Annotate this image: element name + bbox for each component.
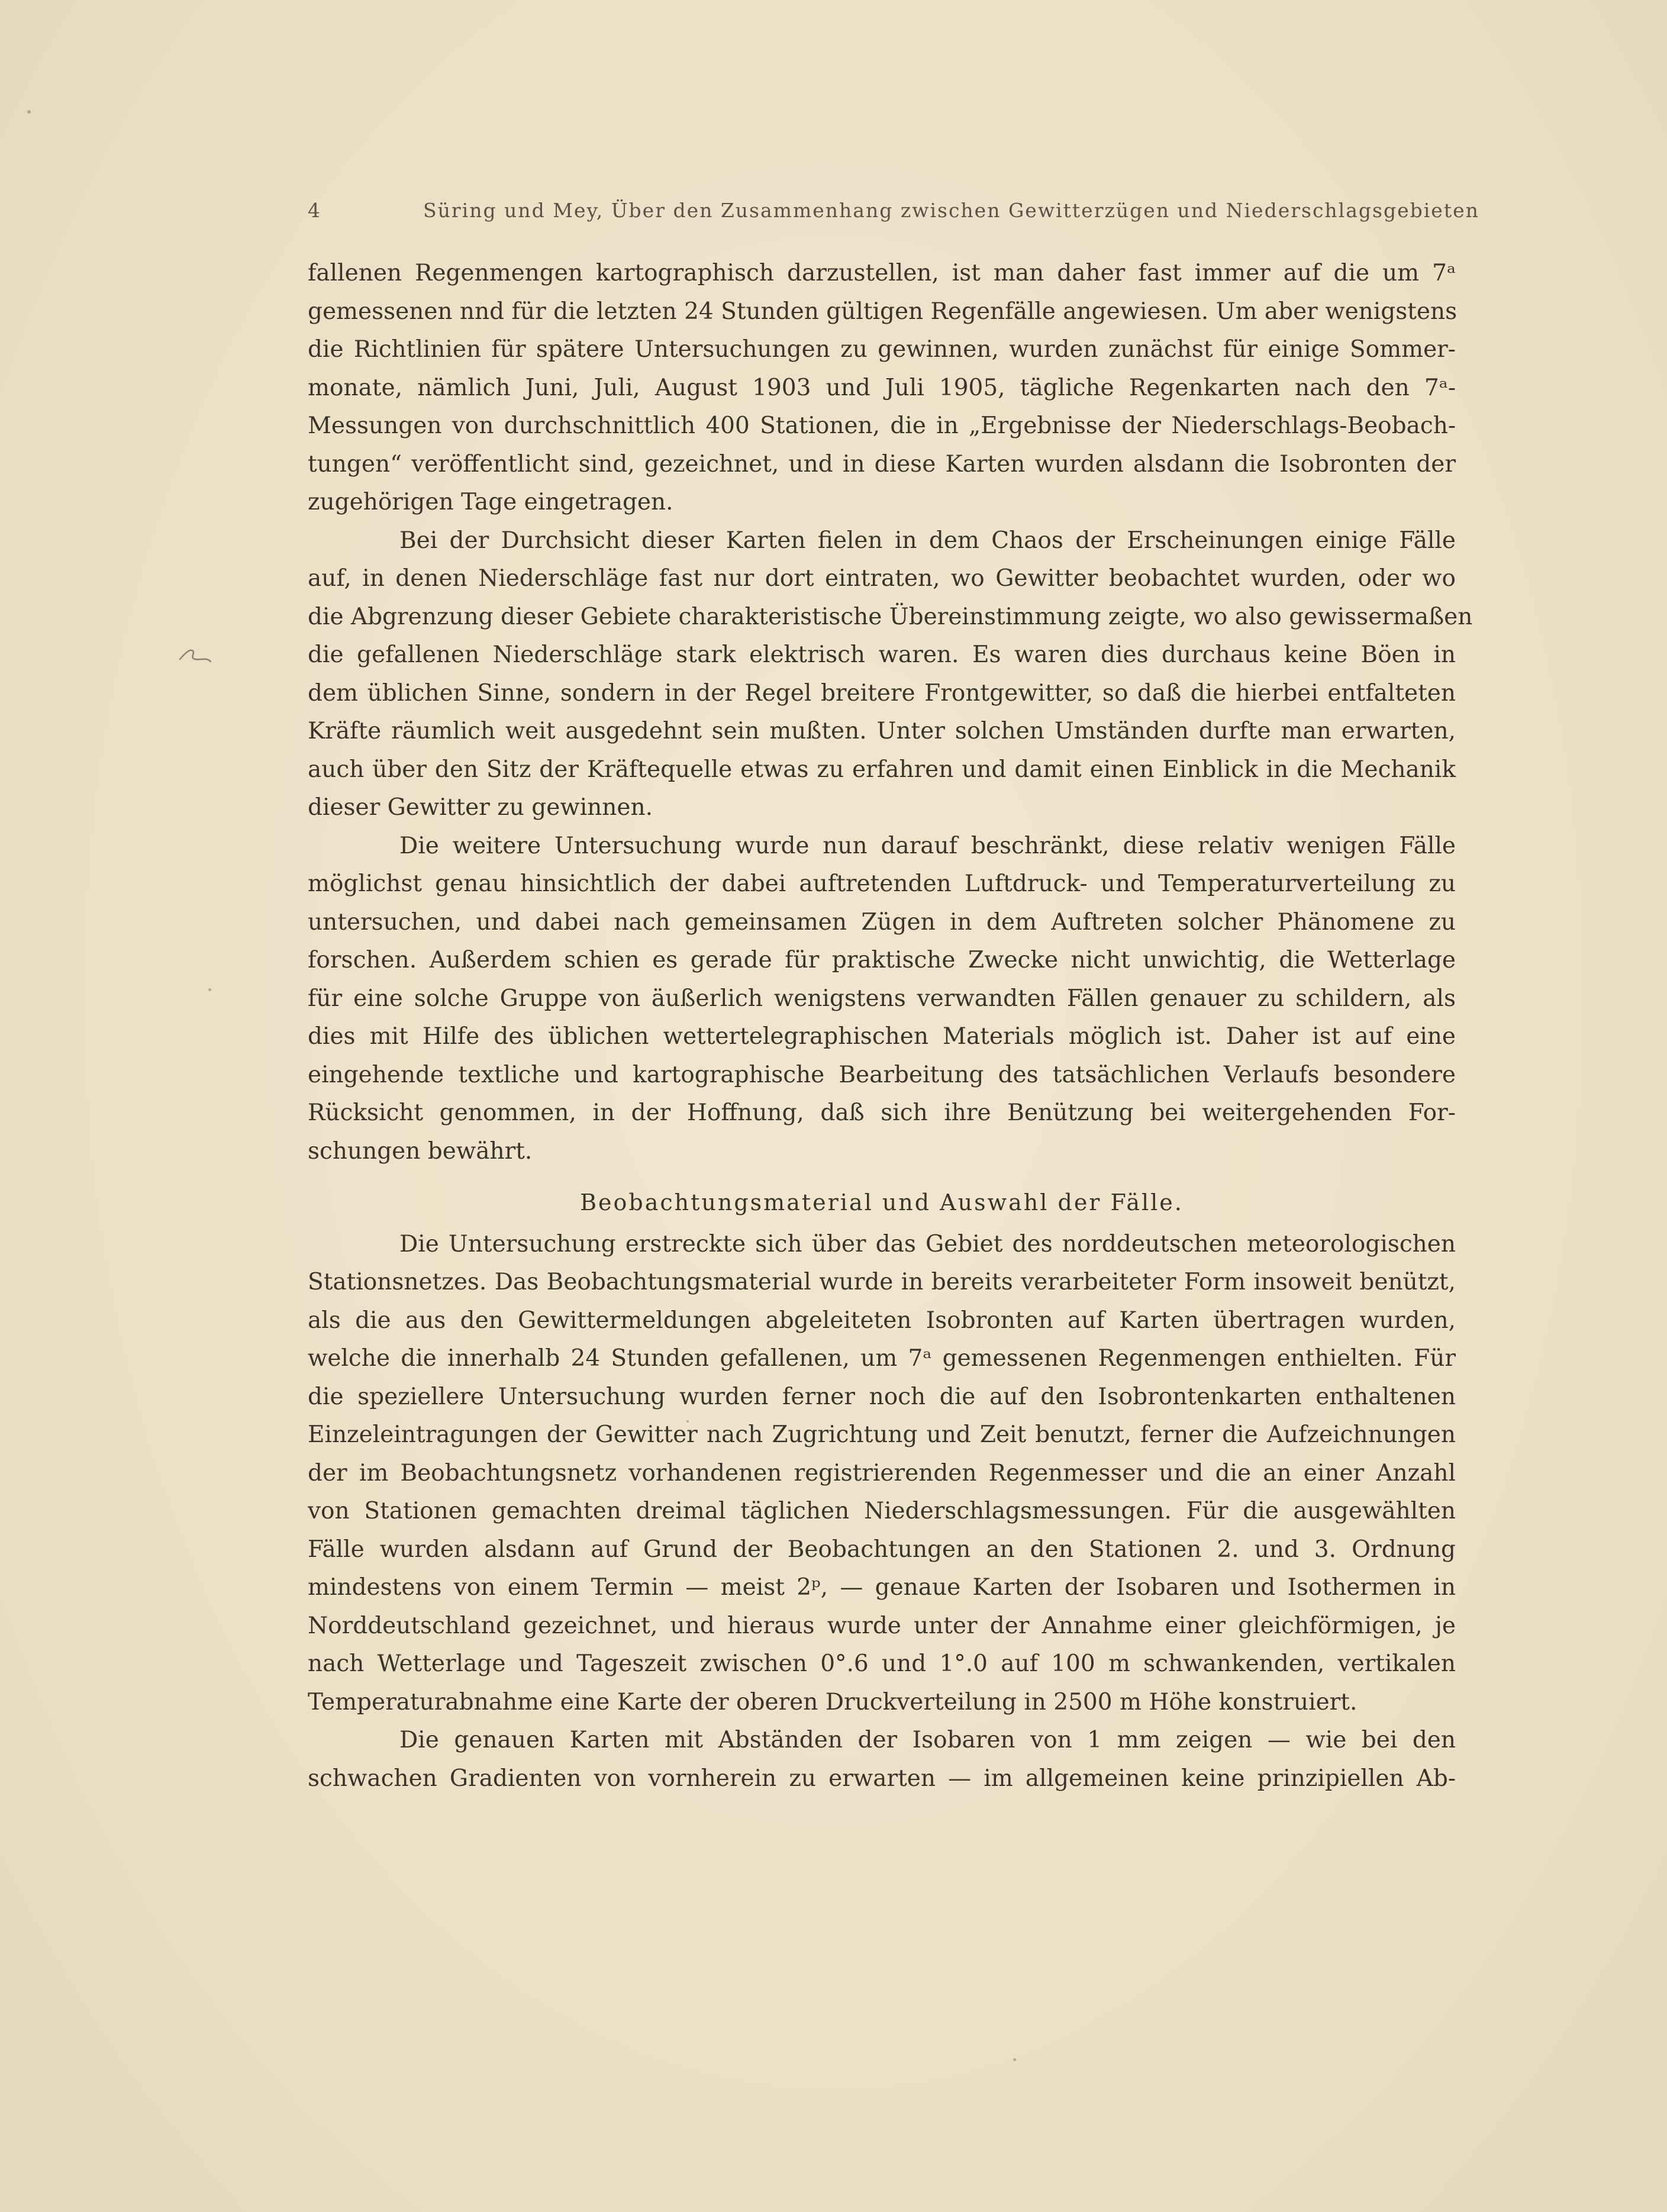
- text-line: welche die innerhalb 24 Stunden gefallenen, um 7ᵃ gemessenen Regenmengen enthielten. Für: [308, 1345, 1456, 1372]
- paragraph-4: [308, 1226, 1456, 1722]
- text-line: Norddeutschland gezeichnet, und hieraus wurde unter der Annahme einer gleichförmigen, je: [308, 1612, 1456, 1639]
- text-line: als die aus den Gewittermeldungen abgeleiteten Isobronten auf Karten übertragen wurden,: [308, 1307, 1456, 1334]
- text-line: schwachen Gradienten von vornherein zu erwarten — im allgemeinen keine prinzipiellen Ab-: [308, 1765, 1456, 1792]
- page-number: 4: [308, 199, 321, 222]
- text-line: Stationsnetzes. Das Beobachtungsmaterial wurde in bereits verarbeiteter Form insoweit benützt,: [308, 1269, 1456, 1295]
- text-line: der im Beobachtungsnetz vorhandenen registrierenden Regenmesser und die an einer Anzahl: [308, 1459, 1456, 1487]
- running-title: Süring und Mey, Über den Zusammenhang zwischen Gewitterzügen und Niederschlagsgebieten: [423, 199, 1479, 222]
- text-line: Die genauen Karten mit Abständen der Isobaren von 1 mm zeigen — wie bei den: [399, 1727, 1456, 1753]
- text-line: Kräfte räumlich weit ausgedehnt sein mußten. Unter solchen Umständen durfte man erwarten,: [308, 718, 1456, 744]
- text-line: Einzeleintragungen der Gewitter nach Zugrichtung und Zeit benutzt, ferner die Aufzeichnungen: [308, 1421, 1456, 1448]
- text-line: monate, nämlich Juni, Juli, August 1903 und Juli 1905, tägliche Regenkarten nach den 7ᵃ-: [308, 374, 1456, 401]
- running-head: [308, 199, 1479, 230]
- pencil-margin-mark-icon: [178, 644, 213, 668]
- text-line: Fälle wurden alsdann auf Grund der Beobachtungen an den Stationen 2. und 3. Ordnung: [308, 1536, 1456, 1563]
- text-line: dieser Gewitter zu gewinnen.: [308, 794, 653, 821]
- text-line: dem üblichen Sinne, sondern in der Regel breitere Frontgewitter, so daß die hierbei entfalteten: [308, 679, 1456, 707]
- paragraph-5: [308, 1721, 1456, 1798]
- paragraph-1: [308, 254, 1456, 522]
- paper-speck: [1013, 2058, 1016, 2061]
- text-line: Die weitere Untersuchung wurde nun darauf beschränkt, diese relativ wenigen Fälle: [399, 832, 1456, 859]
- text-line: zugehörigen Tage eingetragen.: [308, 489, 673, 515]
- section-heading: Beobachtungsmaterial und Auswahl der Fälle.: [580, 1189, 1184, 1215]
- text-line: möglichst genau hinsichtlich der dabei auftretenden Luftdruck- und Temperaturverteilung zu: [308, 870, 1456, 897]
- text-line: Bei der Durchsicht dieser Karten fielen in dem Chaos der Erscheinungen einige Fälle: [399, 527, 1456, 554]
- text-line: Die Untersuchung erstreckte sich über das Gebiet des norddeutschen meteorologischen: [399, 1230, 1456, 1257]
- text-line: fallenen Regenmengen kartographisch darzustellen, ist man daher fast immer auf die um 7ᵃ: [308, 260, 1456, 286]
- paragraph-2: [308, 522, 1473, 827]
- text-line: die Abgrenzung dieser Gebiete charakteristische Übereinstimmung zeigte, wo also gewissermaßen: [308, 603, 1473, 630]
- text-line: die Richtlinien für spätere Untersuchungen zu gewinnen, wurden zunächst für einige Sommer-: [308, 336, 1456, 363]
- text-line: für eine solche Gruppe von äußerlich wenigstens verwandten Fällen genauer zu schildern, als: [308, 985, 1456, 1012]
- text-line: mindestens von einem Termin — meist 2ᵖ, — genaue Karten der Isobaren und Isothermen in: [308, 1574, 1456, 1601]
- text-line: schungen bewährt.: [308, 1137, 533, 1165]
- text-line: dies mit Hilfe des üblichen wettertelegraphischen Materials möglich ist. Daher ist auf eine: [308, 1023, 1456, 1050]
- text-line: untersuchen, und dabei nach gemeinsamen Zügen in dem Auftreten solcher Phänomene zu: [308, 908, 1456, 936]
- text-line: auch über den Sitz der Kräftequelle etwas zu erfahren und damit einen Einblick in die Mechanik: [308, 756, 1456, 783]
- text-line: Rücksicht genommen, in der Hoffnung, daß sich ihre Benützung bei weitergehenden For-: [308, 1099, 1456, 1126]
- text-line: die speziellere Untersuchung wurden ferner noch die auf den Isobrontenkarten enthaltenen: [308, 1383, 1456, 1410]
- body-text: [308, 254, 1473, 1798]
- text-line: forschen. Außerdem schien es gerade für praktische Zwecke nicht unwichtig, die Wetterlage: [308, 947, 1456, 973]
- text-line: gemessenen nnd für die letzten 24 Stunden gültigen Regenfälle angewiesen. Um aber wenigstens: [308, 298, 1458, 325]
- text-line: eingehende textliche und kartographische Bearbeitung des tatsächlichen Verlaufs besondere: [308, 1061, 1456, 1088]
- text-line: Messungen von durchschnittlich 400 Stationen, die in „Ergebnisse der Niederschlags-Beobach-: [308, 412, 1456, 439]
- text-line: nach Wetterlage und Tageszeit zwischen 0°.6 und 1°.0 auf 100 m schwankenden, vertikalen: [308, 1650, 1456, 1677]
- paragraph-3: [308, 827, 1456, 1171]
- text-line: Temperaturabnahme eine Karte der oberen Druckverteilung in 2500 m Höhe konstruiert.: [308, 1688, 1358, 1716]
- text-line: auf, in denen Niederschläge fast nur dort eintraten, wo Gewitter beobachtet wurden, oder wo: [308, 565, 1456, 592]
- text-line: tungen“ veröffentlicht sind, gezeichnet, und in diese Karten wurden alsdann die Isobronten der: [308, 450, 1456, 478]
- text-line: von Stationen gemachten dreimal täglichen Niederschlagsmessungen. Für die ausgewählten: [308, 1498, 1456, 1524]
- paper-speck: [27, 110, 31, 114]
- paper-speck: [208, 988, 211, 991]
- text-line: die gefallenen Niederschläge stark elektrisch waren. Es waren dies durchaus keine Böen in: [308, 641, 1456, 668]
